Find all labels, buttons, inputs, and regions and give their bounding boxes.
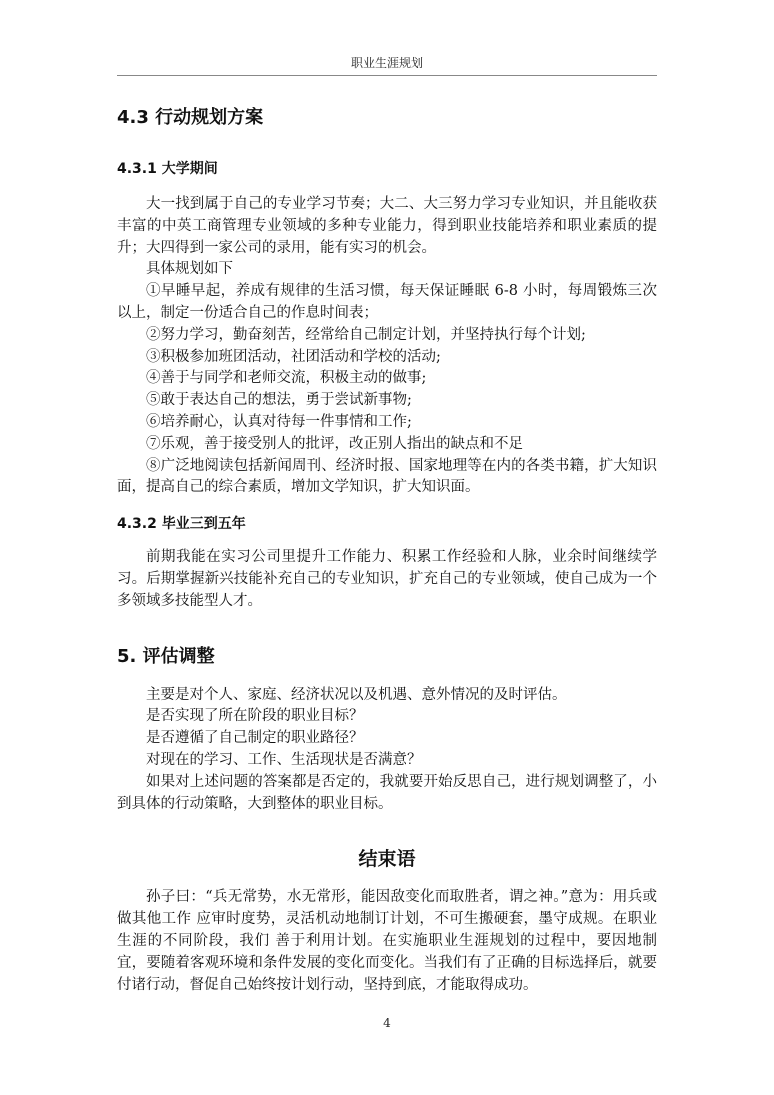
plan-item: ⑦乐观，善于接受别人的批评，改正别人指出的缺点和不足 xyxy=(146,435,523,452)
page-content xyxy=(117,100,657,996)
plan-item: ⑤敢于表达自己的想法，勇于尝试新事物; xyxy=(146,392,412,409)
plan-label: 具体规划如下 xyxy=(146,261,233,278)
evaluation-line: 主要是对个人、家庭、经济状况以及机遇、意外情况的及时评估。 xyxy=(146,686,567,703)
plan-item: ①早睡早起，养成有规律的生活习惯，每天保证睡眠 6-8 小时，每周锻炼三次以上，制定一份适合自己的作息时间表； xyxy=(117,283,657,321)
plan-item: ⑥培养耐心，认真对待每一件事情和工作; xyxy=(146,413,412,430)
plan-item: ②努力学习，勤奋刻苦，经常给自己制定计划，并坚持执行每个计划; xyxy=(146,326,586,343)
evaluation-line: 对现在的学习、工作、生活现状是否满意？ xyxy=(146,751,422,768)
plan-item: ⑧广泛地阅读包括新闻周刊、经济时报、国家地理等在内的各类书籍，扩大知识面，提高自己的综合素质，增加文学知识，扩大知识面。 xyxy=(117,457,657,496)
conclusion-paragraph: 孙子曰：“兵无常势，水无常形，能因敌变化而取胜者，谓之神。”意为：用兵或做其他工作 应审时度势，灵活机动地制订计划，不可生搬硬套，墨守成规。在职业生涯的不同阶段，我们 善于利用计划。在实施职业生涯规划的过程中，要因地制宜，要随着客观环境和条件发展的变化而变化。当我们有了正确的目标选择后，就要付诸行动，督促自己始终按计划行动，坚持到底，才能取得成功。 xyxy=(117,889,657,993)
paragraph-after-graduation: 前期我能在实习公司里提升工作能力、积累工作经验和人脉，业余时间继续学习。后期掌握新兴技能补充自己的专业知识，扩充自己的专业领域，使自己成为一个多领域多技能型人才。 xyxy=(117,549,657,609)
section-heading-5: 5. 评估调整 xyxy=(117,645,215,667)
page-header: 职业生涯规划 xyxy=(350,56,423,70)
page-number: 4 xyxy=(383,1016,391,1030)
plan-item: ④善于与同学和老师交流，积极主动的做事; xyxy=(146,370,427,387)
header-divider xyxy=(117,75,657,76)
evaluation-line: 是否遵循了自己制定的职业路径？ xyxy=(146,730,364,747)
subsection-heading-4-3-1: 4.3.1 大学期间 xyxy=(117,161,218,177)
evaluation-line: 如果对上述问题的答案都是否定的，我就要开始反思自己，进行规划调整了，小到具体的行动策略，大到整体的职业目标。 xyxy=(117,773,657,812)
plan-item: ③积极参加班团活动，社团活动和学校的活动; xyxy=(146,348,441,365)
evaluation-line: 是否实现了所在阶段的职业目标？ xyxy=(146,708,364,725)
section-heading-4-3: 4.3 行动规划方案 xyxy=(117,107,264,128)
conclusion-heading: 结束语 xyxy=(358,848,416,871)
paragraph-university-intro: 大一找到属于自己的专业学习节奏；大二、大三努力学习专业知识，并且能收获丰富的中英工商管理专业领域的多种专业能力，得到职业技能培养和职业素质的提升；大四得到一家公司的录用，能有实习的机会。 xyxy=(117,196,657,256)
subsection-heading-4-3-2: 4.3.2 毕业三到五年 xyxy=(117,516,246,533)
